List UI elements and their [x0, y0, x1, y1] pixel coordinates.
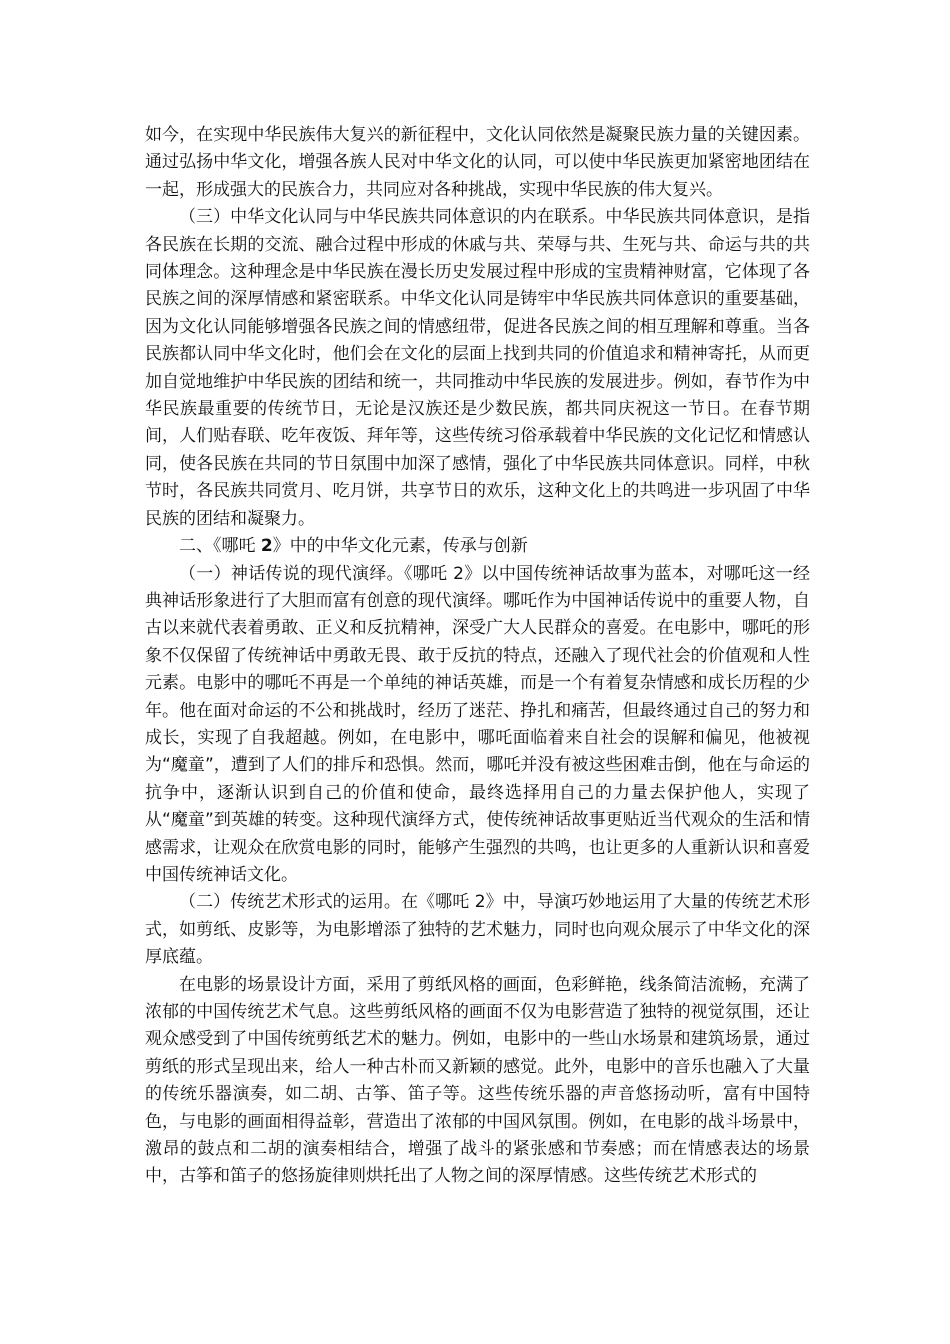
section-heading-two	[145, 533, 810, 560]
scene-design-paragraph: 在电影的场景设计方面，采用了剪纸风格的画面，色彩鲜艳，线条简洁流畅，充满了浓郁的中国传统艺术气息。这些剪纸风格的画面不仅为电影营造了独特的视觉氛围，还让观众感受到了中国传统剪纸艺术的魅力。例如，电影中的一些山水场景和建筑场景，通过剪纸的形式呈现出来，给人一种古朴而又新颖的感觉。此外，电影中的音乐也融入了大量的传统乐器演奏，如二胡、古筝、笛子等。这些传统乐器的声音悠扬动听，富有中国特色，与电影的画面相得益彰，营造出了浓郁的中国风氛围。例如，在电影的战斗场景中，激昂的鼓点和二胡的演奏相结合，增强了战斗的紧张感和节奏感；而在情感表达的场景中，古筝和笛子的悠扬旋律则烘托出了人物之间的深厚情感。这些传统艺术形式的	[145, 974, 810, 1187]
heading-text-before: 二、《哪吒	[179, 536, 261, 557]
heading-text-after: 》中的中华文化元素，传承与创新	[272, 536, 528, 557]
heading-number: 2	[260, 536, 273, 557]
subsection-traditional-art-paragraph: （二）传统艺术形式的运用。在《哪吒 2》中，导演巧妙地运用了大量的传统艺术形式，如剪纸、皮影等，为电影增添了独特的艺术魅力，同时也向观众展示了中华文化的深厚底蕴。	[145, 892, 810, 968]
section-three-paragraph: （三）中华文化认同与中华民族共同体意识的内在联系。中华民族共同体意识，是指各民族在长期的交流、融合过程中形成的休戚与共、荣辱与共、生死与共、命运与共的共同体理念。这种理念是中华民族在漫长历史发展过程中形成的宝贵精神财富，它体现了各民族之间的深厚情感和紧密联系。中华文化认同是铸牢中华民族共同体意识的重要基础，因为文化认同能够增强各民族之间的情感纽带，促进各民族之间的相互理解和尊重。当各民族都认同中华文化时，他们会在文化的层面上找到共同的价值追求和精神寄托，从而更加自觉地维护中华民族的团结和统一，共同推动中华民族的发展进步。例如，春节作为中华民族最重要的传统节日，无论是汉族还是少数民族，都共同庆祝这一节日。在春节期间，人们贴春联、吃年夜饭、拜年等，这些传统习俗承载着中华民族的文化记忆和情感认同，使各民族在共同的节日氛围中加深了感情，强化了中华民族共同体意识。同样，中秋节时，各民族共同赏月、吃月饼，共享节日的欢乐，这种文化上的共鸣进一步巩固了中华民族的团结和凝聚力。	[145, 207, 810, 529]
document-page	[145, 122, 810, 1191]
subsection-myth-paragraph: （一）神话传说的现代演绎。《哪吒 2》以中国传统神话故事为蓝本，对哪吒这一经典神话形象进行了大胆而富有创意的现代演绎。哪吒作为中国神话传说中的重要人物，自古以来就代表着勇敢、正义和反抗精神，深受广大人民群众的喜爱。在电影中，哪吒的形象不仅保留了传统神话中勇敢无畏、敢于反抗的特点，还融入了现代社会的价值观和人性元素。电影中的哪吒不再是一个单纯的神话英雄，而是一个有着复杂情感和成长历程的少年。他在面对命运的不公和挑战时，经历了迷茫、挣扎和痛苦，但最终通过自己的努力和成长，实现了自我超越。例如，在电影中，哪吒面临着来自社会的误解和偏见，他被视为“魔童”，遭到了人们的排斥和恐惧。然而，哪吒并没有被这些困难击倒，他在与命运的抗争中，逐渐认识到自己的价值和使命，最终选择用自己的力量去保护他人，实现了从“魔童”到英雄的转变。这种现代演绎方式，使传统神话故事更贴近当代观众的生活和情感需求，让观众在欣赏电影的同时，能够产生强烈的共鸣，也让更多的人重新认识和喜爱中国传统神话文化。	[145, 563, 810, 885]
paragraph-cultural-identity-conclusion: 如今，在实现中华民族伟大复兴的新征程中，文化认同依然是凝聚民族力量的关键因素。通过弘扬中华文化，增强各族人民对中华文化的认同，可以使中华民族更加紧密地团结在一起，形成强大的民族合力，共同应对各种挑战，实现中华民族的伟大复兴。	[145, 125, 810, 200]
